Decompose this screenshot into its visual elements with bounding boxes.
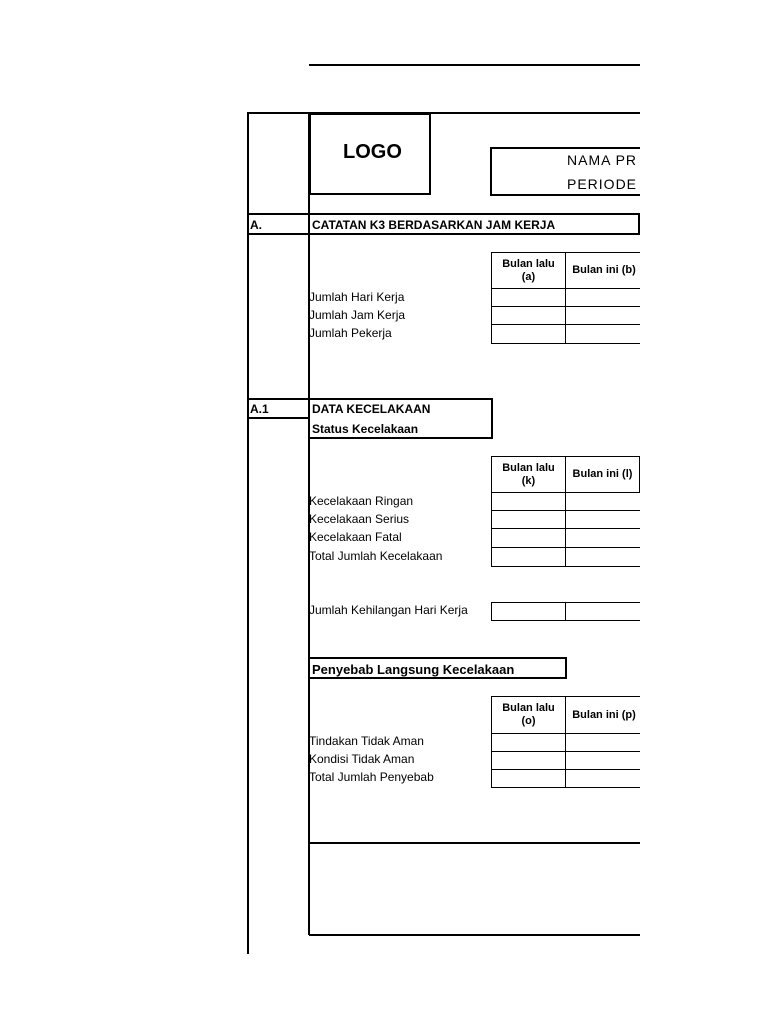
section-a1-number: A.1 — [250, 402, 269, 416]
section-cause-title: Penyebab Langsung Kecelakaan — [312, 662, 515, 677]
section-a-row-label: Jumlah Pekerja — [309, 326, 392, 340]
section-a-row-label: Jumlah Hari Kerja — [309, 290, 405, 304]
section-cause-col-prev: Bulan lalu (o) — [491, 696, 566, 734]
section-cause-title-box — [308, 657, 567, 679]
section-a-cell-prev[interactable] — [491, 306, 566, 325]
lost-days-label: Jumlah Kehilangan Hari Kerja — [309, 603, 468, 617]
title-box — [490, 147, 640, 196]
section-a-title-box — [308, 213, 640, 235]
section-a1-row-label: Total Jumlah Kecelakaan — [309, 549, 443, 563]
section-cause-cell-curr[interactable] — [565, 751, 641, 770]
section-cause-cell-prev[interactable] — [491, 751, 566, 770]
section-a1-row-label: Kecelakaan Serius — [309, 512, 410, 526]
section-cause-cell-curr[interactable] — [565, 733, 641, 752]
section-cause-row-label: Tindakan Tidak Aman — [309, 734, 424, 748]
section-a-col-curr-clip — [565, 252, 640, 289]
section-a-cell-curr[interactable] — [565, 306, 641, 325]
section-a-title-clip — [308, 213, 640, 235]
section-a-number: A. — [250, 218, 262, 232]
section-a-number-box — [247, 213, 310, 235]
section-a-title: CATATAN K3 BERDASARKAN JAM KERJA — [312, 218, 556, 232]
section-a-col-prev: Bulan lalu (a) — [491, 252, 566, 289]
top-rule — [309, 64, 640, 66]
lost-days-cell-curr[interactable] — [565, 602, 641, 621]
section-cause-cell-prev[interactable] — [491, 733, 566, 752]
section-a1-cell-curr[interactable] — [565, 510, 641, 529]
project-name: NAMA PR — [567, 152, 638, 168]
section-a1-row-label: Kecelakaan Fatal — [309, 530, 402, 544]
frame-footer-top — [309, 842, 640, 844]
section-a1-cell-curr[interactable] — [565, 547, 641, 567]
section-a1-title: DATA KECELAKAAN — [312, 402, 431, 416]
section-a1-col-prev: Bulan lalu (k) — [491, 456, 566, 493]
section-a1-subtitle: Status Kecelakaan — [312, 422, 419, 436]
section-a-row-label: Jumlah Jam Kerja — [309, 308, 406, 322]
section-cause-row-label: Kondisi Tidak Aman — [309, 752, 415, 766]
section-cause-cell-curr[interactable] — [565, 769, 641, 788]
section-a1-col-curr: Bulan ini (l) — [565, 456, 640, 493]
logo-box — [309, 113, 431, 195]
frame-top-border — [247, 112, 640, 114]
section-a-cell-prev[interactable] — [491, 324, 566, 344]
section-cause-col-curr-clip — [565, 696, 640, 734]
frame-footer-bottom — [309, 934, 640, 936]
title-box-clip — [490, 147, 640, 196]
section-a-cell-curr[interactable] — [565, 324, 641, 344]
section-a1-cell-prev[interactable] — [491, 510, 566, 529]
logo-label: LOGO — [343, 141, 402, 163]
section-a-cell-prev[interactable] — [491, 288, 566, 307]
section-a-cell-curr[interactable] — [565, 288, 641, 307]
section-cause-col-curr: Bulan ini (p) — [565, 696, 640, 734]
section-a1-cell-curr[interactable] — [565, 492, 641, 511]
section-a1-col-curr-clip — [565, 456, 640, 493]
section-a1-cell-prev[interactable] — [491, 547, 566, 567]
section-cause-cell-prev[interactable] — [491, 769, 566, 788]
period-label: PERIODE — [567, 176, 638, 192]
section-a1-row-label: Kecelakaan Ringan — [309, 494, 414, 508]
section-a1-cell-prev[interactable] — [491, 528, 566, 548]
section-a1-title-box — [308, 398, 493, 439]
section-cause-row-label: Total Jumlah Penyebab — [309, 770, 434, 784]
section-a1-cell-curr[interactable] — [565, 528, 641, 548]
lost-days-cell-prev[interactable] — [491, 602, 566, 621]
right-edge-mask — [640, 0, 768, 1024]
section-a1-number-box — [247, 398, 310, 419]
section-a-col-curr: Bulan ini (b) — [565, 252, 640, 289]
section-a1-cell-prev[interactable] — [491, 492, 566, 511]
frame-left-border — [247, 112, 249, 954]
